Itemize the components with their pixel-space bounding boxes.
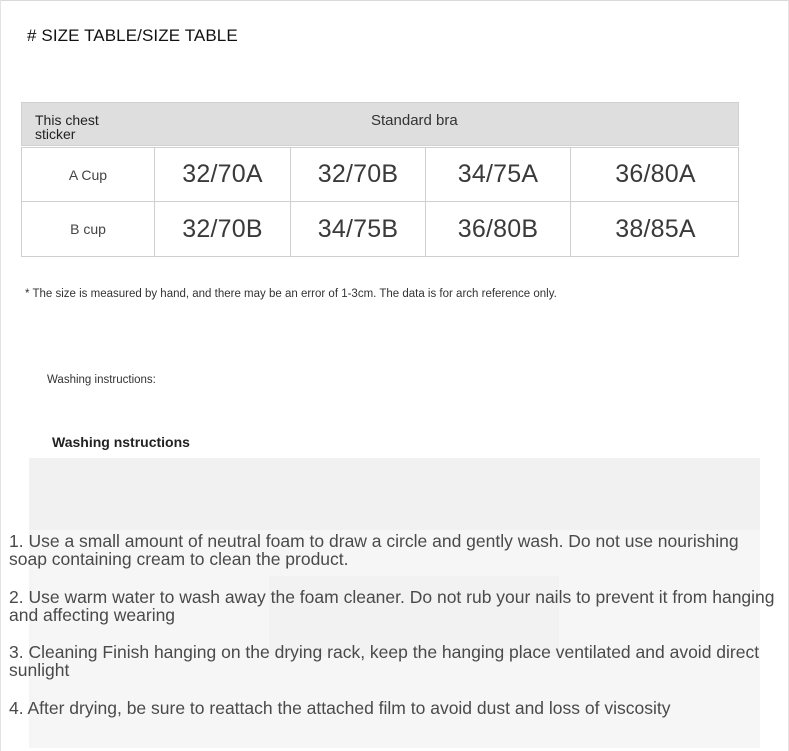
size-value: 38/85A (615, 214, 696, 243)
washing-step: 3. Cleaning Finish hanging on the drying rack, keep the hanging place ventilated and avoid direct sunlight (9, 642, 760, 680)
table-cell (571, 148, 740, 201)
size-value: 36/80B (457, 214, 539, 243)
size-value: 36/80A (615, 160, 696, 188)
table-row (21, 147, 739, 202)
size-value: 32/70B (182, 214, 263, 243)
size-value: 34/75A (457, 160, 539, 188)
table-cell (426, 202, 571, 256)
table-cell (155, 148, 291, 201)
row-label: A Cup (68, 166, 108, 183)
washing-steps (9, 532, 781, 737)
washing-step: 4. After drying, be sure to reattach the attached film to avoid dust and loss of viscosity (9, 698, 671, 718)
top-border (0, 0, 789, 1)
table-cell (571, 202, 740, 256)
table-header-row (21, 102, 739, 146)
size-value: 32/70A (182, 160, 263, 188)
size-value: 32/70B (317, 160, 399, 188)
table-row (21, 202, 739, 257)
size-value: 34/75B (317, 214, 399, 243)
page-title: # SIZE TABLE/SIZE TABLE (27, 26, 238, 45)
table-corner-label: This chest sticker (35, 112, 99, 142)
washing-heading: Washing nstructions (52, 434, 190, 450)
row-label-cell (22, 202, 155, 256)
measurement-note: * The size is measured by hand, and there may be an error of 1-3cm. The data is for arch reference only. (25, 288, 557, 300)
row-label-cell (22, 148, 155, 201)
photo-shade (29, 458, 760, 530)
washing-step: 1. Use a small amount of neutral foam to draw a circle and gently wash. Do not use nourishing soap containing cream to clean the product. (9, 531, 739, 569)
table-cell (155, 202, 291, 256)
washing-step: 2. Use warm water to wash away the foam cleaner. Do not rub your nails to prevent it from hanging and affecting wearing (9, 587, 775, 625)
washing-label: Washing instructions: (47, 374, 156, 386)
table-cell (291, 202, 426, 256)
size-table (21, 102, 739, 257)
table-header-title: Standard bra (371, 112, 458, 129)
table-cell (291, 148, 426, 201)
left-border (0, 0, 1, 751)
row-label: B cup (70, 221, 106, 237)
table-cell (426, 148, 571, 201)
